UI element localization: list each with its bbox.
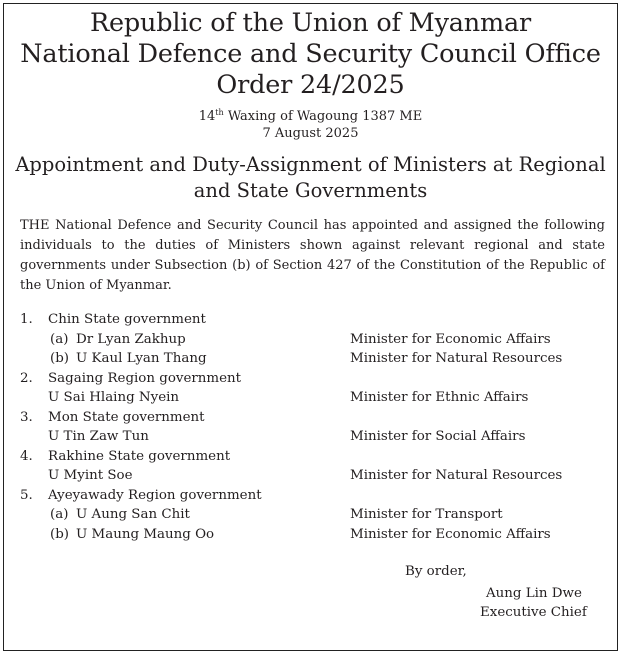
government-heading (4, 447, 617, 467)
appointee-row (4, 466, 617, 486)
appointee-letter: (a) (50, 507, 69, 522)
appointee-row (4, 525, 617, 545)
order-date (4, 108, 617, 142)
lunar-date-rest: Waxing of Wagoung 1387 ME (227, 109, 423, 124)
appointee-role: Minister for Natural Resources (350, 468, 563, 483)
appointee-letter: (b) (50, 526, 70, 542)
government-number: 1. (20, 312, 33, 327)
appointee-role: Minister for Economic Affairs (350, 526, 551, 542)
document-frame (3, 3, 618, 651)
lunar-day-suffix: th (215, 108, 224, 117)
government-number: 4. (20, 448, 33, 464)
government-name: Chin State government (48, 312, 206, 327)
header-country: Republic of the Union of Myanmar (90, 8, 531, 38)
appointee-letter: (b) (50, 351, 70, 366)
appointee-name: U Myint Soe (48, 468, 133, 483)
lunar-day-number: 14 (198, 109, 216, 124)
subject-line-2: and State Governments (193, 179, 428, 202)
by-order-text: By order, (405, 564, 467, 579)
government-name: Rakhine State government (48, 448, 231, 464)
appointee-row (4, 330, 617, 350)
appointee-role: Minister for Social Affairs (350, 429, 526, 444)
appointee-row (4, 427, 617, 447)
signer-name: Aung Lin Dwe (486, 586, 582, 601)
appointee-role: Minister for Economic Affairs (350, 331, 551, 347)
government-number: 2. (20, 370, 33, 386)
appointee-name: U Maung Maung Oo (76, 526, 215, 542)
government-heading (4, 310, 617, 330)
government-heading (4, 369, 617, 389)
subject-line-1: Appointment and Duty-Assignment of Ministers at Regional (15, 153, 606, 176)
appointee-name: U Sai Hlaing Nyein (48, 390, 180, 405)
appointee-name: U Aung San Chit (76, 507, 190, 522)
appointee-row (4, 505, 617, 525)
document-header (4, 8, 617, 101)
signer-title: Executive Chief (480, 605, 587, 620)
appointee-role: Minister for Transport (350, 507, 503, 522)
lunar-date (4, 108, 617, 125)
government-heading (4, 408, 617, 428)
order-number: Order 24/2025 (216, 70, 405, 100)
appointee-name: U Kaul Lyan Thang (76, 351, 207, 366)
appointee-name: U Tin Zaw Tun (48, 429, 149, 444)
appointee-letter: (a) (50, 331, 69, 347)
appointee-role: Minister for Natural Resources (350, 351, 563, 366)
government-number: 5. (20, 487, 33, 503)
gregorian-date: 7 August 2025 (262, 126, 359, 141)
government-name: Mon State government (48, 409, 205, 425)
appointee-name: Dr Lyan Zakhup (76, 331, 186, 347)
preamble-paragraph: THE National Defence and Security Council has appointed and assigned the following individuals to the duties of Ministers shown against relevant regional and state governments under Subsection (b) of Section 427 of the Constitution of the Republic of the Union of Myanmar. (20, 218, 605, 293)
government-name: Sagaing Region government (48, 370, 242, 386)
signature-block (4, 562, 617, 626)
government-heading (4, 486, 617, 506)
appointee-role: Minister for Ethnic Affairs (350, 390, 529, 405)
appointee-row (4, 349, 617, 369)
header-office: National Defence and Security Council Office (20, 39, 601, 69)
appointee-row (4, 388, 617, 408)
appointment-list (4, 310, 617, 544)
government-name: Ayeyawady Region government (48, 487, 262, 503)
order-subject (4, 152, 617, 204)
government-number: 3. (20, 409, 33, 425)
